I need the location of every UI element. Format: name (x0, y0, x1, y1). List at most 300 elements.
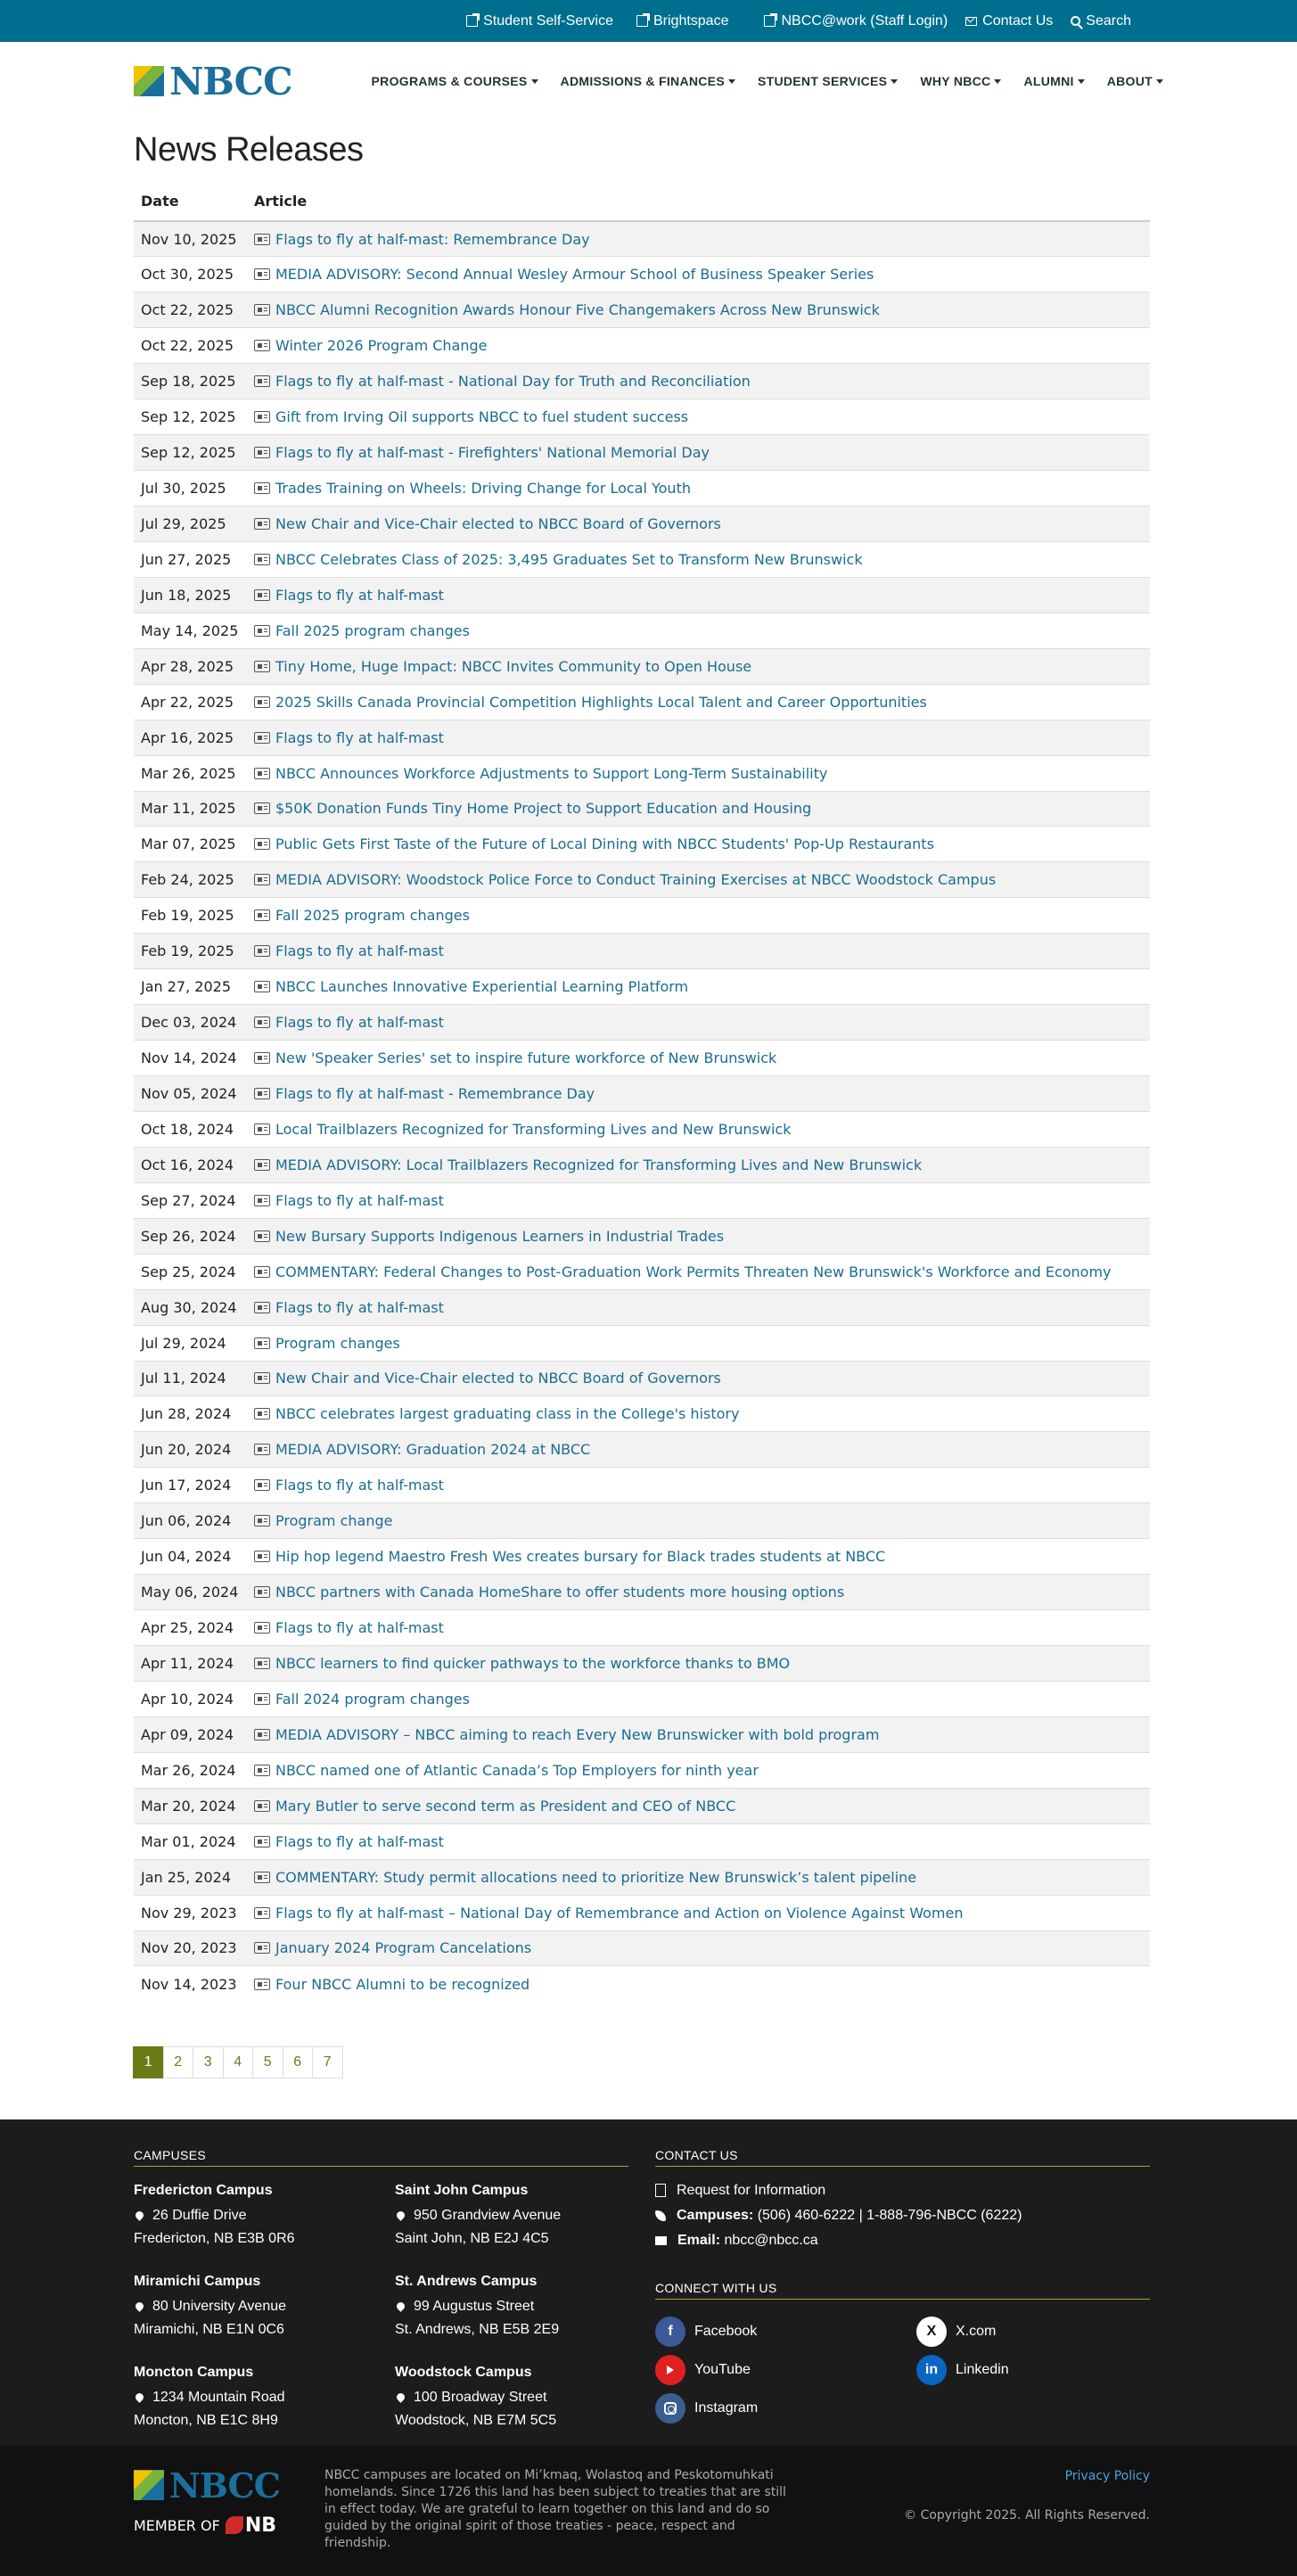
campus-city: Saint John, NB E2J 4C5 (395, 2230, 549, 2246)
article-link[interactable]: Flags to fly at half-mast (275, 728, 444, 746)
campus-street (395, 2208, 628, 2224)
article-link[interactable]: Flags to fly at half-mast: Remembrance Day (275, 230, 590, 248)
campus-street (134, 2208, 395, 2224)
article-cell (247, 969, 1150, 1005)
campus-name[interactable]: Saint John Campus (395, 2182, 529, 2198)
newspaper-icon (254, 1586, 270, 1598)
article-link[interactable]: Program change (275, 1512, 393, 1530)
table-row (134, 862, 1150, 898)
email-label: Email: (677, 2232, 721, 2248)
footer-campuses-column (134, 2148, 628, 2446)
release-date: Sep 27, 2024 (141, 1191, 236, 1209)
youtube-icon (655, 2355, 685, 2385)
release-date: Oct 22, 2025 (141, 301, 234, 319)
study-nb-text: NB (244, 2514, 276, 2537)
article-cell (247, 1966, 1150, 2002)
article-cell (247, 364, 1150, 399)
page-5-button[interactable]: 5 (252, 2046, 283, 2078)
article-cell (247, 648, 1150, 684)
request-info-link[interactable] (655, 2183, 1150, 2199)
newspaper-icon (254, 1195, 270, 1206)
caret-down-icon (1156, 79, 1163, 84)
article-cell (247, 1610, 1150, 1646)
article-cell (247, 577, 1150, 613)
page-3-button[interactable]: 3 (193, 2046, 224, 2078)
release-date: Jun 06, 2024 (141, 1512, 232, 1530)
footer-contact-column (655, 2148, 1150, 2446)
release-date: Jan 25, 2024 (141, 1868, 231, 1886)
article-link[interactable]: Flags to fly at half-mast (275, 942, 444, 960)
article-cell (247, 1752, 1150, 1788)
article-link[interactable]: Local Trailblazers Recognized for Transforming Lives and New Brunswick (275, 1120, 792, 1138)
x-icon: X (916, 2317, 947, 2347)
newspaper-icon (254, 1052, 270, 1064)
page-6-button[interactable]: 6 (283, 2046, 314, 2078)
release-date: Nov 14, 2023 (141, 1975, 237, 1993)
map-marker-icon (134, 2210, 145, 2222)
table-row (134, 648, 1150, 684)
facebook-link[interactable] (655, 2316, 916, 2349)
campus-city: Woodstock, NB E7M 5C5 (395, 2412, 557, 2428)
campus-name[interactable]: St. Andrews Campus (395, 2273, 538, 2289)
article-link[interactable]: MEDIA ADVISORY: Graduation 2024 at NBCC (275, 1441, 591, 1459)
article-link[interactable]: New Chair and Vice-Chair elected to NBCC Board of Governors (275, 514, 721, 532)
article-link[interactable]: Fall 2024 program changes (275, 1690, 470, 1708)
article-cell (247, 1930, 1150, 1966)
table-row (134, 399, 1150, 435)
campus-name[interactable]: Woodstock Campus (395, 2364, 532, 2380)
article-link[interactable]: Flags to fly at half-mast - National Day for Truth and Reconciliation (275, 373, 751, 391)
article-link[interactable]: Fall 2025 program changes (275, 907, 470, 925)
article-link[interactable]: Flags to fly at half-mast (275, 1477, 444, 1494)
campus-street (395, 2390, 628, 2406)
newspaper-icon (254, 1444, 270, 1455)
release-date: Jan 27, 2025 (141, 978, 231, 996)
release-date: Apr 28, 2025 (141, 657, 234, 675)
release-date: Sep 12, 2025 (141, 408, 236, 426)
article-link[interactable]: Tiny Home, Huge Impact: NBCC Invites Community to Open House (275, 657, 752, 675)
article-link[interactable]: NBCC Announces Workforce Adjustments to Support Long-Term Sustainability (275, 764, 828, 782)
newspaper-icon (254, 1942, 270, 1954)
release-date: Nov 10, 2025 (141, 230, 237, 248)
release-date: Apr 25, 2024 (141, 1619, 234, 1637)
search-link[interactable] (1071, 13, 1131, 29)
page-title: News Releases (134, 131, 364, 169)
search-icon (1071, 16, 1080, 26)
release-date: Nov 20, 2023 (141, 1939, 237, 1957)
newspaper-icon (254, 482, 270, 494)
article-link[interactable]: NBCC named one of Atlantic Canada’s Top Employers for ninth year (275, 1761, 759, 1779)
article-cell (247, 1396, 1150, 1432)
table-row (134, 435, 1150, 471)
campus-block (395, 2183, 628, 2254)
x-link[interactable] (916, 2316, 1095, 2349)
article-cell (247, 1823, 1150, 1859)
campus-name[interactable]: Miramichi Campus (134, 2273, 261, 2289)
util-link-label: Search (1086, 12, 1131, 29)
table-row (134, 1325, 1150, 1361)
article-cell (247, 1716, 1150, 1752)
nbcc-at-work-link[interactable] (764, 13, 948, 29)
article-link[interactable]: MEDIA ADVISORY: Woodstock Police Force to Conduct Training Exercises at NBCC Woodstock Campus (275, 871, 997, 889)
release-date: Feb 24, 2025 (141, 871, 234, 889)
privacy-policy-link[interactable]: Privacy Policy (1064, 2468, 1150, 2483)
newspaper-icon (254, 268, 270, 280)
util-link-label: Brightspace (653, 12, 729, 29)
campus-street (134, 2299, 395, 2315)
article-cell (247, 791, 1150, 827)
map-marker-icon (395, 2210, 406, 2222)
nav-item-label: WHY NBCC (920, 74, 991, 88)
request-info-label: Request for Information (677, 2182, 826, 2198)
article-link[interactable]: $50K Donation Funds Tiny Home Project to Support Education and Housing (275, 800, 812, 818)
article-link[interactable]: 2025 Skills Canada Provincial Competition Highlights Local Talent and Career Opportunities (275, 693, 927, 711)
newspaper-icon (254, 1872, 270, 1883)
table-row (134, 1218, 1150, 1254)
campus-street (134, 2390, 395, 2406)
newspaper-icon (254, 909, 270, 921)
email-line (655, 2233, 1150, 2249)
newspaper-icon (254, 234, 270, 245)
newspaper-icon (254, 375, 270, 387)
article-link[interactable]: MEDIA ADVISORY: Second Annual Wesley Armour School of Business Speaker Series (275, 266, 874, 284)
instagram-link[interactable] (655, 2392, 916, 2425)
article-column-header: Article (247, 182, 1150, 221)
article-cell (247, 1325, 1150, 1361)
nbcc-logo-mark-icon (134, 2470, 164, 2500)
newspaper-icon (254, 554, 270, 565)
land-acknowledgement: NBCC campuses are located on Mi’kmaq, Wolastoq and Peskotomuhkati homelands. Since 1726 this land has been subject to treaties that are still in effect today. We are grateful to learn together on this land and do so guided by the original spirit of those treaties - peace, respect and friendship. (324, 2467, 786, 2550)
article-cell (247, 862, 1150, 898)
logo-text: NBCC (169, 59, 292, 103)
article-link[interactable]: NBCC Alumni Recognition Awards Honour Five Changemakers Across New Brunswick (275, 301, 880, 319)
article-link[interactable]: New 'Speaker Series' set to inspire future workforce of New Brunswick (275, 1049, 777, 1067)
nav-item-about[interactable] (1107, 74, 1163, 88)
nav-item-label: PROGRAMS & COURSES (371, 74, 528, 88)
article-link[interactable]: Flags to fly at half-mast (275, 586, 444, 604)
caret-down-icon (891, 79, 898, 84)
nbcc-logo[interactable] (134, 60, 345, 103)
news-table-body (134, 221, 1150, 2002)
article-cell (247, 1147, 1150, 1182)
table-row (134, 1681, 1150, 1716)
table-row (134, 1468, 1150, 1503)
article-link[interactable]: NBCC partners with Canada HomeShare to offer students more housing options (275, 1584, 845, 1601)
release-date: Nov 05, 2024 (141, 1084, 237, 1102)
release-date: Jun 18, 2025 (141, 586, 232, 604)
article-link[interactable]: New Chair and Vice-Chair elected to NBCC Board of Governors (275, 1370, 721, 1387)
article-cell (247, 613, 1150, 648)
campus-street-text: 1234 Mountain Road (152, 2389, 285, 2405)
release-date: Jul 29, 2025 (141, 514, 226, 532)
youtube-link[interactable] (655, 2354, 916, 2387)
article-link[interactable]: Fall 2025 program changes (275, 621, 470, 639)
campus-street-text: 80 University Avenue (152, 2298, 287, 2314)
nav-item-student-services[interactable] (758, 74, 898, 88)
campuses-heading: CAMPUSES (134, 2148, 628, 2167)
nav-item-label: ABOUT (1106, 74, 1153, 88)
newspaper-icon (254, 447, 270, 458)
member-of-study-nb[interactable] (134, 2514, 324, 2537)
article-cell (247, 399, 1150, 435)
release-date: Mar 07, 2025 (141, 835, 236, 853)
table-row (134, 1111, 1150, 1147)
map-marker-icon (395, 2301, 406, 2313)
table-row (134, 577, 1150, 613)
release-date: Sep 25, 2024 (141, 1263, 236, 1280)
social-label: Facebook (694, 2324, 758, 2340)
footer-logo-text: NBCC (169, 2465, 281, 2506)
article-cell (247, 1111, 1150, 1147)
table-row (134, 1005, 1150, 1041)
article-cell (247, 934, 1150, 969)
page-4-button[interactable]: 4 (223, 2046, 254, 2078)
article-link[interactable]: Four NBCC Alumni to be recognized (275, 1975, 530, 1993)
newspaper-icon (254, 304, 270, 316)
newspaper-icon (254, 945, 270, 957)
nav-item-label: STUDENT SERVICES (757, 74, 888, 88)
release-date: Jun 20, 2024 (141, 1441, 232, 1459)
table-row (134, 257, 1150, 292)
footer-nbcc-logo[interactable] (134, 2465, 324, 2506)
instagram-icon (655, 2393, 685, 2424)
campus-block (134, 2365, 395, 2436)
release-date: Oct 18, 2024 (141, 1120, 234, 1138)
release-date: Mar 11, 2025 (141, 800, 236, 818)
nav-item-label: ADMISSIONS & FINANCES (560, 74, 725, 88)
article-link[interactable]: COMMENTARY: Federal Changes to Post-Graduation Work Permits Threaten New Brunswick's Workforce and Economy (275, 1263, 1112, 1280)
newspaper-icon (254, 1907, 270, 1919)
social-label: Instagram (694, 2400, 759, 2416)
newspaper-icon (254, 625, 270, 637)
page-7-button[interactable]: 7 (312, 2046, 343, 2078)
news-releases-table (134, 182, 1150, 2002)
release-date: May 14, 2025 (141, 621, 239, 639)
page-1-button[interactable]: 1 (133, 2046, 164, 2078)
release-date: Feb 19, 2025 (141, 907, 234, 925)
nav-menu (372, 74, 1163, 88)
release-date: Nov 14, 2024 (141, 1049, 237, 1067)
article-link[interactable]: Flags to fly at half-mast (275, 1191, 444, 1209)
nav-item-programs-courses[interactable] (372, 74, 538, 88)
article-cell (247, 328, 1150, 364)
article-link[interactable]: MEDIA ADVISORY – NBCC aiming to reach Every New Brunswicker with bold program (275, 1725, 880, 1743)
campus-name[interactable]: Moncton Campus (134, 2364, 254, 2380)
table-row (134, 541, 1150, 577)
table-row (134, 1361, 1150, 1396)
article-link[interactable]: Trades Training on Wheels: Driving Change for Local Youth (275, 480, 691, 498)
newspaper-icon (254, 981, 270, 992)
date-column-header: Date (134, 182, 247, 221)
external-link-icon (764, 15, 776, 27)
table-row (134, 364, 1150, 399)
article-link[interactable]: Flags to fly at half-mast - Remembrance Day (275, 1084, 595, 1102)
table-row (134, 471, 1150, 506)
article-link[interactable]: Hip hop legend Maestro Fresh Wes creates bursary for Black trades students at NBCC (275, 1548, 886, 1566)
article-cell (247, 1041, 1150, 1076)
campus-name[interactable]: Fredericton Campus (134, 2182, 273, 2198)
nbcc-logo-mark-icon (134, 66, 164, 96)
campus-street-text: 950 Grandview Avenue (414, 2207, 562, 2223)
article-link[interactable]: NBCC Celebrates Class of 2025: 3,495 Graduates Set to Transform New Brunswick (275, 550, 863, 568)
release-date: Jun 28, 2024 (141, 1405, 232, 1423)
campus-street-text: 99 Augustus Street (414, 2298, 535, 2314)
release-date: Jun 17, 2024 (141, 1477, 232, 1494)
article-cell (247, 1254, 1150, 1289)
release-date: Apr 16, 2025 (141, 728, 234, 746)
newspaper-icon (254, 768, 270, 779)
newspaper-icon (254, 732, 270, 744)
release-date: Apr 09, 2024 (141, 1725, 234, 1743)
article-link[interactable]: Gift from Irving Oil supports NBCC to fuel student success (275, 408, 689, 426)
table-header-row (134, 182, 1150, 221)
newspaper-icon (254, 1800, 270, 1812)
copyright: © Copyright 2025. All Rights Reserved. (904, 2507, 1150, 2523)
table-row (134, 1823, 1150, 1859)
page-2-button[interactable]: 2 (163, 2046, 194, 2078)
newspaper-icon (254, 411, 270, 423)
study-nb-logo (226, 2514, 276, 2537)
article-link[interactable]: Mary Butler to serve second term as President and CEO of NBCC (275, 1797, 736, 1815)
article-cell (247, 506, 1150, 542)
article-link[interactable]: NBCC Launches Innovative Experiential Learning Platform (275, 978, 689, 996)
article-cell (247, 1681, 1150, 1716)
student-self-service-link[interactable] (466, 13, 613, 29)
newspaper-icon (254, 1088, 270, 1099)
release-date: May 06, 2024 (141, 1584, 239, 1601)
table-row (134, 328, 1150, 364)
article-link[interactable]: Flags to fly at half-mast (275, 1298, 444, 1316)
release-date: Jul 30, 2025 (141, 480, 226, 498)
newspaper-icon (254, 661, 270, 672)
article-cell (247, 1005, 1150, 1041)
caret-down-icon (1078, 79, 1085, 84)
campuses-phone-number[interactable]: (506) 460-6222 | 1-888-796-NBCC (6222) (757, 2207, 1022, 2223)
social-links (655, 2316, 1150, 2425)
article-link[interactable]: Flags to fly at half-mast – National Day of Remembrance and Action on Violence Against Women (275, 1904, 964, 1922)
article-link[interactable]: MEDIA ADVISORY: Local Trailblazers Recognized for Transforming Lives and New Brunswick (275, 1156, 923, 1173)
release-date: Apr 11, 2024 (141, 1654, 234, 1672)
map-marker-icon (134, 2392, 145, 2404)
social-label: Linkedin (956, 2362, 1009, 2378)
article-cell (247, 1788, 1150, 1823)
nav-item-alumni[interactable] (1023, 74, 1084, 88)
article-cell (247, 1859, 1150, 1895)
campus-street (395, 2299, 628, 2315)
email-link[interactable]: nbcc@nbcc.ca (724, 2232, 818, 2248)
article-link[interactable]: Program changes (275, 1334, 400, 1352)
release-date: Nov 29, 2023 (141, 1904, 237, 1922)
campus-street-text: 26 Duffie Drive (152, 2207, 247, 2223)
release-date: Aug 30, 2024 (141, 1298, 237, 1316)
table-row (134, 1432, 1150, 1468)
article-cell (247, 827, 1150, 862)
release-date: Mar 26, 2025 (141, 764, 236, 782)
newspaper-icon (254, 1765, 270, 1776)
article-link[interactable]: COMMENTARY: Study permit allocations need to prioritize New Brunswick’s talent pipeline (275, 1868, 917, 1886)
table-row (134, 1503, 1150, 1539)
article-cell (247, 1076, 1150, 1112)
article-link[interactable]: January 2024 Program Cancelations (275, 1939, 532, 1957)
newspaper-icon (254, 1979, 270, 1990)
newspaper-icon (254, 802, 270, 814)
utility-bar (0, 0, 1297, 42)
caret-down-icon (531, 79, 538, 84)
facebook-icon: f (655, 2317, 685, 2347)
article-link[interactable]: Flags to fly at half-mast (275, 1832, 444, 1850)
newspaper-icon (254, 1693, 270, 1705)
table-row (134, 934, 1150, 969)
nav-item-admissions-finances[interactable] (561, 74, 735, 88)
release-date: Mar 01, 2024 (141, 1832, 236, 1850)
newspaper-icon (254, 589, 270, 601)
release-date: Sep 18, 2025 (141, 373, 236, 391)
external-link-icon (636, 15, 648, 27)
article-cell (247, 1182, 1150, 1218)
article-link[interactable]: New Bursary Supports Indigenous Learners in Industrial Trades (275, 1227, 725, 1245)
table-row (134, 221, 1150, 257)
article-cell (247, 1895, 1150, 1930)
linkedin-link[interactable] (916, 2354, 1095, 2387)
campus-city: Fredericton, NB E3B 0R6 (134, 2230, 295, 2246)
article-cell (247, 1289, 1150, 1325)
table-row (134, 1147, 1150, 1182)
article-link[interactable]: NBCC learners to find quicker pathways to the workforce thanks to BMO (275, 1654, 791, 1672)
maple-leaf-icon (226, 2516, 243, 2534)
social-label: YouTube (694, 2362, 751, 2378)
util-link-label: NBCC@work (Staff Login) (781, 12, 948, 29)
release-date: Sep 26, 2024 (141, 1227, 236, 1245)
campus-street-text: 100 Broadway Street (414, 2389, 547, 2405)
envelope-icon (655, 2236, 667, 2245)
table-row (134, 1966, 1150, 2002)
table-row (134, 292, 1150, 328)
article-cell (247, 720, 1150, 755)
newspaper-icon (254, 1266, 270, 1278)
newspaper-icon (254, 1159, 270, 1171)
campus-block (134, 2274, 395, 2345)
caret-down-icon (728, 79, 735, 84)
release-date: Apr 10, 2024 (141, 1690, 234, 1708)
contact-us-link[interactable] (965, 13, 1053, 29)
phone-icon (655, 2210, 666, 2221)
article-cell (247, 257, 1150, 292)
article-link[interactable]: Flags to fly at half-mast (275, 1014, 444, 1032)
table-row (134, 720, 1150, 755)
article-link[interactable]: Public Gets First Taste of the Future of Local Dining with NBCC Students' Pop-Up Restaurants (275, 835, 934, 853)
table-row (134, 506, 1150, 542)
caret-down-icon (994, 79, 1001, 84)
table-row (134, 1895, 1150, 1930)
nav-item-why-nbcc[interactable] (920, 74, 1001, 88)
article-cell (247, 1432, 1150, 1468)
pagination (134, 2046, 1150, 2078)
brightspace-link[interactable] (636, 13, 729, 29)
article-link[interactable]: Flags to fly at half-mast - Firefighters' National Memorial Day (275, 444, 710, 462)
table-row (134, 1289, 1150, 1325)
table-row (134, 1930, 1150, 1966)
article-link[interactable]: NBCC celebrates largest graduating class in the College's history (275, 1405, 740, 1423)
article-link[interactable]: Flags to fly at half-mast (275, 1619, 444, 1637)
release-date: Oct 16, 2024 (141, 1156, 234, 1173)
contact-heading: CONTACT US (655, 2148, 1150, 2167)
member-of-label: MEMBER OF (134, 2516, 220, 2534)
newspaper-icon (254, 1658, 270, 1669)
article-link[interactable]: Winter 2026 Program Change (275, 337, 488, 355)
campus-city: Moncton, NB E1C 8H9 (134, 2412, 278, 2428)
campus-block (134, 2183, 395, 2254)
newspaper-icon (254, 1302, 270, 1313)
